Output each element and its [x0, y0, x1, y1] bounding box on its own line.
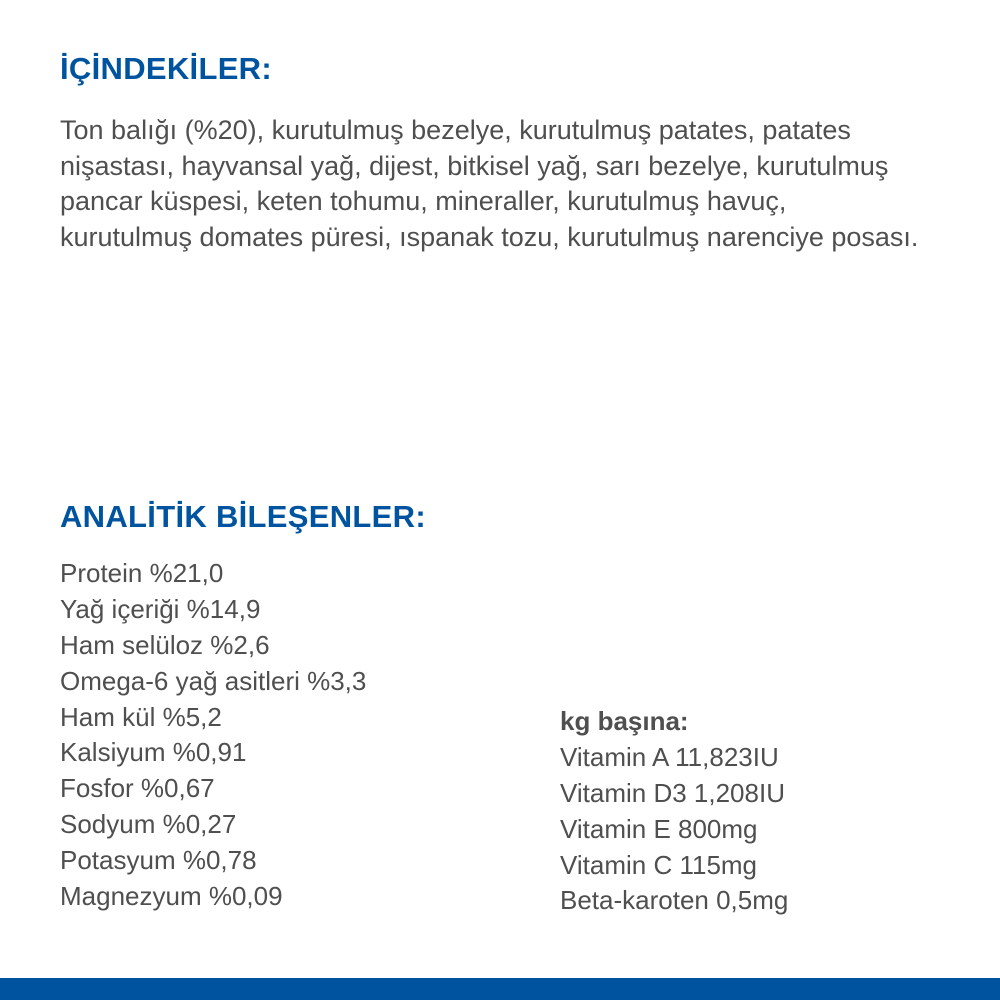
list-item: Ham kül %5,2 — [60, 701, 222, 732]
analytical-components-title: ANALİTİK BİLEŞENLER: — [60, 499, 426, 534]
analytical-components-section — [60, 500, 940, 919]
vitamin-list — [560, 556, 940, 919]
list-item: Magnezyum %0,09 — [60, 880, 283, 911]
ingredients-section — [60, 52, 940, 283]
ingredients-title: İÇİNDEKİLER: — [60, 51, 272, 86]
nutrient-list — [60, 556, 560, 915]
list-item: Omega-6 yağ asitleri %3,3 — [60, 665, 367, 696]
vitamin-list-heading: kg başına: — [560, 706, 689, 737]
list-item: Kalsiyum %0,91 — [60, 737, 247, 768]
ingredients-text: Ton balığı (%20), kurutulmuş bezelye, kurutulmuş patates, patates nişastası, hayvansal yağ, dijest, bitkisel yağ, sarı bezelye, kurutulmuş pancar küspesi, keten tohumu, mineraller, kurutulmuş havuç, kurutulmuş domates püresi, ıspanak tozu, kurutulmuş narenciye posası. — [60, 115, 919, 252]
list-item: Potasyum %0,78 — [60, 845, 257, 876]
list-item: Vitamin A 11,823IU — [560, 741, 779, 772]
list-item: Vitamin D3 1,208IU — [560, 777, 785, 808]
list-item: Vitamin C 115mg — [560, 849, 758, 880]
bottom-accent-bar — [0, 978, 1000, 1000]
list-item: Vitamin E 800mg — [560, 813, 758, 844]
list-item: Yağ içeriği %14,9 — [60, 593, 261, 624]
list-item: Fosfor %0,67 — [60, 773, 215, 804]
list-item: Protein %21,0 — [60, 558, 224, 589]
list-item: Ham selüloz %2,6 — [60, 629, 270, 660]
list-item: Sodyum %0,27 — [60, 809, 237, 840]
list-item: Beta-karoten 0,5mg — [560, 885, 789, 916]
analytical-components-body — [60, 556, 940, 919]
